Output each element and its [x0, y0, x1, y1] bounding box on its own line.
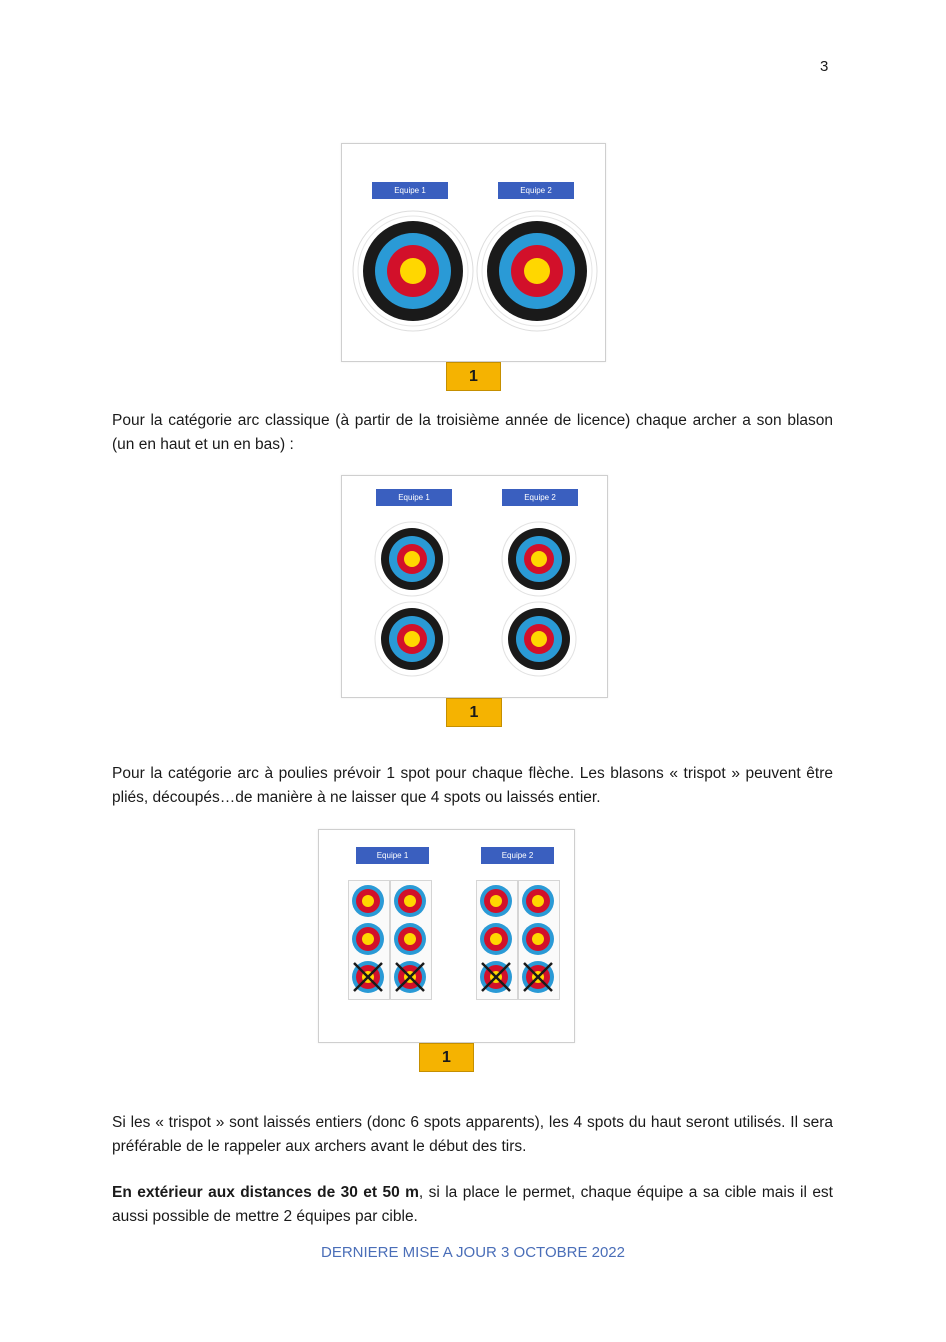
paragraph-trispot-usage: Si les « trispot » sont laissés entiers (donc 6 spots apparents), les 4 spots du haut seront utilisés. Il sera préférable de le rappeler aux archers avant le début des tirs.	[112, 1114, 833, 1155]
spot	[352, 923, 384, 955]
spot	[394, 885, 426, 917]
team-1-label: Equipe 1	[356, 847, 429, 864]
target-board-1	[341, 143, 606, 362]
target-board-2	[341, 475, 608, 698]
spot	[522, 885, 554, 917]
team-1-label: Equipe 1	[376, 489, 452, 506]
trispot-spots	[319, 830, 574, 1042]
spot	[352, 885, 384, 917]
butt-number-2: 1	[446, 698, 502, 727]
crossed-spot	[394, 961, 426, 993]
paragraph-compound-bow: Pour la catégorie arc à poulies prévoir 1 spot pour chaque flèche. Les blasons « trispot » peuvent être pliés, découpés…de manière à ne laisser que 4 spots ou laissés entier.	[112, 765, 833, 806]
crossed-spot	[480, 961, 512, 993]
target-face-top-right	[501, 521, 577, 597]
spot	[480, 885, 512, 917]
team-2-label: Equipe 2	[498, 182, 574, 199]
target-face-top-left	[374, 521, 450, 597]
full-face-target-1	[352, 210, 474, 332]
team-2-label: Equipe 2	[481, 847, 554, 864]
spot	[394, 923, 426, 955]
spot	[522, 923, 554, 955]
crossed-spot	[352, 961, 384, 993]
target-board-3	[318, 829, 575, 1043]
page-number: 3	[820, 58, 829, 75]
outdoor-distance-bold: En extérieur aux distances de 30 et 50 m	[112, 1184, 419, 1201]
team-1-label: Equipe 1	[372, 182, 448, 199]
crossed-spot	[522, 961, 554, 993]
footer-last-update: DERNIERE MISE A JOUR 3 OCTOBRE 2022	[321, 1244, 625, 1261]
butt-number-3: 1	[419, 1043, 474, 1072]
paragraph-classic-bow: Pour la catégorie arc classique (à partir de la troisième année de licence) chaque archer a son blason (un en haut et un en bas) :	[112, 412, 833, 453]
butt-number-1: 1	[446, 362, 501, 391]
full-face-target-2	[476, 210, 598, 332]
outdoor-text: , si la place le permet, chaque équipe a sa cible mais il est aussi possible de mettre 2 équipes par cible.	[112, 1184, 833, 1225]
spot	[480, 923, 512, 955]
target-face-bottom-right	[501, 601, 577, 677]
paragraph-outdoor	[112, 1181, 833, 1229]
team-2-label: Equipe 2	[502, 489, 578, 506]
target-face-bottom-left	[374, 601, 450, 677]
